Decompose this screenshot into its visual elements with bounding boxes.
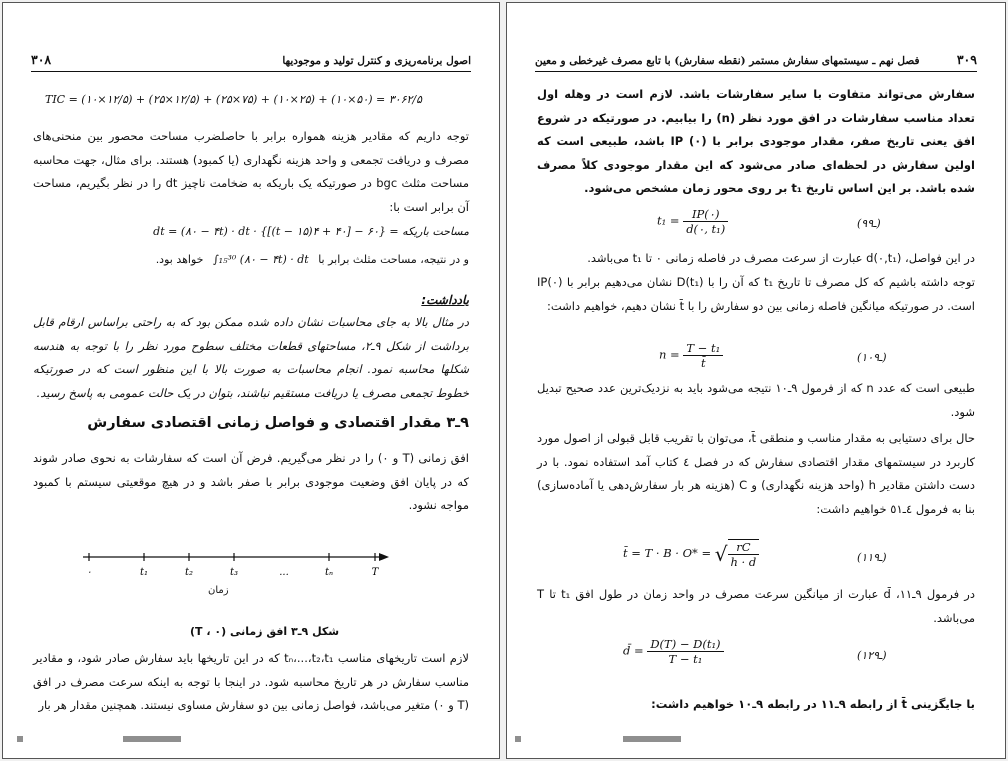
paragraph: لازم است تاریخهای مناسب tₙ،...،t₂،t₁ که در این تاریخها باید سفارش صادر شود، و مقادیر مناسب سفارش در هر تاریخ محاسبه شود. در اینجا با توجه به اینکه سرعت مصرف در افق (T و ۰) متغیر می‌باشد، فواصل زمانی بین دو سفارش مساوی نیستند. همچنین مقدار هر بار — [33, 651, 469, 713]
eq-fraction — [683, 341, 723, 370]
sqrt-icon: √ — [714, 542, 728, 566]
page-number: ۳۰۹ — [956, 52, 977, 67]
triangle-area-line — [156, 253, 469, 266]
strip-area-equation: مساحت باریکه = {۶۰ − [۴۰ + ۴(t − ۱۵)]} · dt = (۸۰ − ۴t) · dt — [153, 225, 469, 238]
equation-10-9 — [659, 341, 723, 370]
running-title: فصل نهم ـ سیستمهای سفارش مستمر (نقطه سفارش) با تابع مصرف غیرخطی و معین — [535, 55, 920, 67]
paragraph: سفارش می‌تواند متفاوت با سایر سفارشات باشد. لازم است در وهله اول تعداد مناسب سفارشات در افق مورد نظر (n) را بیابیم. در صورتیکه در شروع افق یعنی تاریخ صفر، مقدار موجودی برابر با (۰) IP باشد، طبیعی است که اولین سفارش در لحظه‌ای صادر می‌شود که این مقدار موجودی کلاً مصرف شده باشد. بر این اساس تاریخ t₁ بر روی محور زمان مشخص می‌شود. — [537, 87, 975, 196]
equation-label: (۱۲ـ۹) — [857, 649, 887, 662]
timeline-tick-label: ... — [279, 567, 289, 578]
equation-9-9 — [657, 207, 728, 236]
eq-fraction — [728, 539, 760, 569]
triangle-prefix: و در نتیجه، مساحت مثلث برابر با — [318, 253, 469, 266]
eq-denominator: t̄ — [700, 356, 706, 370]
equation-label: (۱۱ـ۹) — [857, 551, 887, 564]
paragraph: در فرمول ۹ـ۱۱، d̄ عبارت از میانگین سرعت مصرف در واحد زمان در طول افق t₁ تا T می‌باشد. — [537, 587, 975, 625]
timeline-tick-label: tₙ — [324, 567, 334, 578]
eq-fraction — [647, 637, 723, 666]
eq-lhs: n = — [659, 347, 680, 362]
timeline-tick-label: ۰ — [86, 567, 92, 578]
page-number: ۳۰۸ — [31, 52, 52, 67]
triangle-suffix: خواهد بود. — [155, 253, 204, 266]
eq-numerator: rC — [728, 540, 760, 555]
paragraph: با جایگزینی t̄ از رابطه ۹ـ۱۱ در رابطه ۹ـ۱۰ خواهیم داشت: — [651, 697, 975, 711]
timeline-axis-label: زمان — [208, 585, 229, 596]
paragraph: افق زمانی (T و ۰) را در نظر می‌گیریم. فرض آن است که سفارشات به نحوی صادر شوند که در پایان افق وضعیت موجودی برابر با صفر باشد و در هیچ موقعیتی سیستم با کمبود مواجه نشود. — [33, 451, 469, 513]
running-title: اصول برنامه‌ریزی و کنترل تولید و موجودیها — [282, 55, 471, 67]
eq-lhs: t₁ = — [657, 213, 680, 228]
scan-artifact — [623, 736, 681, 742]
equation-label: (۹ـ۹) — [857, 217, 881, 230]
right-page-header — [535, 49, 977, 72]
eq-numerator: T − t₁ — [683, 341, 723, 356]
eq-numerator: IP(۰) — [683, 207, 728, 222]
timeline-figure — [79, 545, 399, 595]
eq-denominator: T − t₁ — [668, 652, 703, 666]
eq-denominator: d(۰, t₁) — [686, 222, 726, 236]
timeline-tick-label: T — [371, 567, 379, 578]
scan-artifact — [17, 736, 23, 742]
eq-numerator: D(T) − D(t₁) — [647, 637, 723, 652]
paragraph: طبیعی است که عدد n که از فرمول ۹ـ۱۰ نتیجه می‌شود باید به نزدیک‌ترین عدد صحیح تبدیل شود. — [537, 381, 975, 419]
timeline-axis-arrow-icon — [379, 553, 389, 561]
equation-label: (۱۰ـ۹) — [857, 351, 887, 364]
section-title: ۹ـ۳ مقدار اقتصادی و فواصل زمانی اقتصادی سفارش — [87, 415, 469, 431]
timeline-tick-label: t₁ — [139, 567, 149, 578]
paragraph: توجه داشته باشیم که کل مصرف تا تاریخ t₁ که آن را با D(t₁) نشان می‌دهیم برابر با IP(۰) است. در صورتیکه میانگین فاصله زمانی بین دو سفارش را با t̄ نشان دهیم، خواهیم داشت: — [537, 275, 975, 313]
paragraph: حال برای دستیابی به مقدار مناسب و منطقی t̄، می‌توان با تقریب قابل قبولی از اصول مورد کاربرد در سیستمهای مقدار اقتصادی سفارش که در فصل ٤ کتاب آمد استفاده نمود. با در دست داشتن مقادیر h (واحد هزینه نگهداری) و C (هزینه هر بار سفارش‌دهی یا آماده‌سازی) بنا به فرمول ٤ـ٥١ خواهیم داشت: — [537, 431, 976, 516]
scan-artifact — [123, 736, 181, 742]
scan-artifact — [515, 736, 521, 742]
note-text: در مثال بالا به جای محاسبات نشان داده شده ممکن بود که به راحتی براساس ارقام قابل برداشت از شکل ۹ـ۲، مساحتهای قطعات مختلف سطوح مورد نظر را با توجه به هندسه شکلها محاسبه نمود. انجام محاسبات به صورت بالا با این منظور است که در صورتیکه خطوط تجمعی مصرف یا دریافت مستقیم نباشند، بتوان در یک حالت عمومی به پاسخ رسید. — [33, 315, 470, 400]
eq-fraction — [683, 207, 728, 236]
eq-lhs: t̄ = T · B · O* = — [623, 546, 712, 560]
figure-caption: شکل ۹ـ۳ افق زمانی (T ، ۰) — [190, 625, 340, 638]
note-title: یادداشت: — [421, 293, 469, 307]
equation-12-9 — [623, 637, 724, 666]
paragraph: توجه داریم که مقادیر هزینه همواره برابر با حاصلضرب مساحت محصور بین منحنی‌های مصرف و دریافت تجمعی و واحد هزینه نگهداری (یا کمبود) هستند. برای مثال، جهت محاسبه مساحت مثلث bgc در صورتیکه یک باریکه به ضخامت ناچیز dt را در نظر بگیریم، مساحت آن برابر است با: — [33, 129, 469, 214]
left-page — [2, 2, 500, 759]
tic-equation: TIC = (۱۰×۱۲/۵) + (۲۵×۱۲/۵) + (۲۵×۷۵) + (۱۰×۲۵) + (۱۰×۵۰) = ۳۰۶۲/۵ — [45, 93, 422, 106]
right-page — [506, 2, 1006, 759]
eq-lhs: d̄ = — [623, 643, 644, 658]
triangle-integral: ∫₁₅³⁰ (۸۰ − ۴t) · dt — [212, 253, 309, 266]
paragraph: در این فواصل، d(۰,t₁) عبارت از سرعت مصرف در فاصله زمانی ۰ تا t₁ می‌باشد. — [587, 251, 975, 265]
equation-11-9 — [623, 539, 759, 569]
left-page-header — [31, 49, 471, 72]
eq-denominator: h · d — [730, 555, 757, 569]
timeline-tick-label: t₂ — [184, 567, 194, 578]
timeline-tick-label: t₃ — [229, 567, 239, 578]
